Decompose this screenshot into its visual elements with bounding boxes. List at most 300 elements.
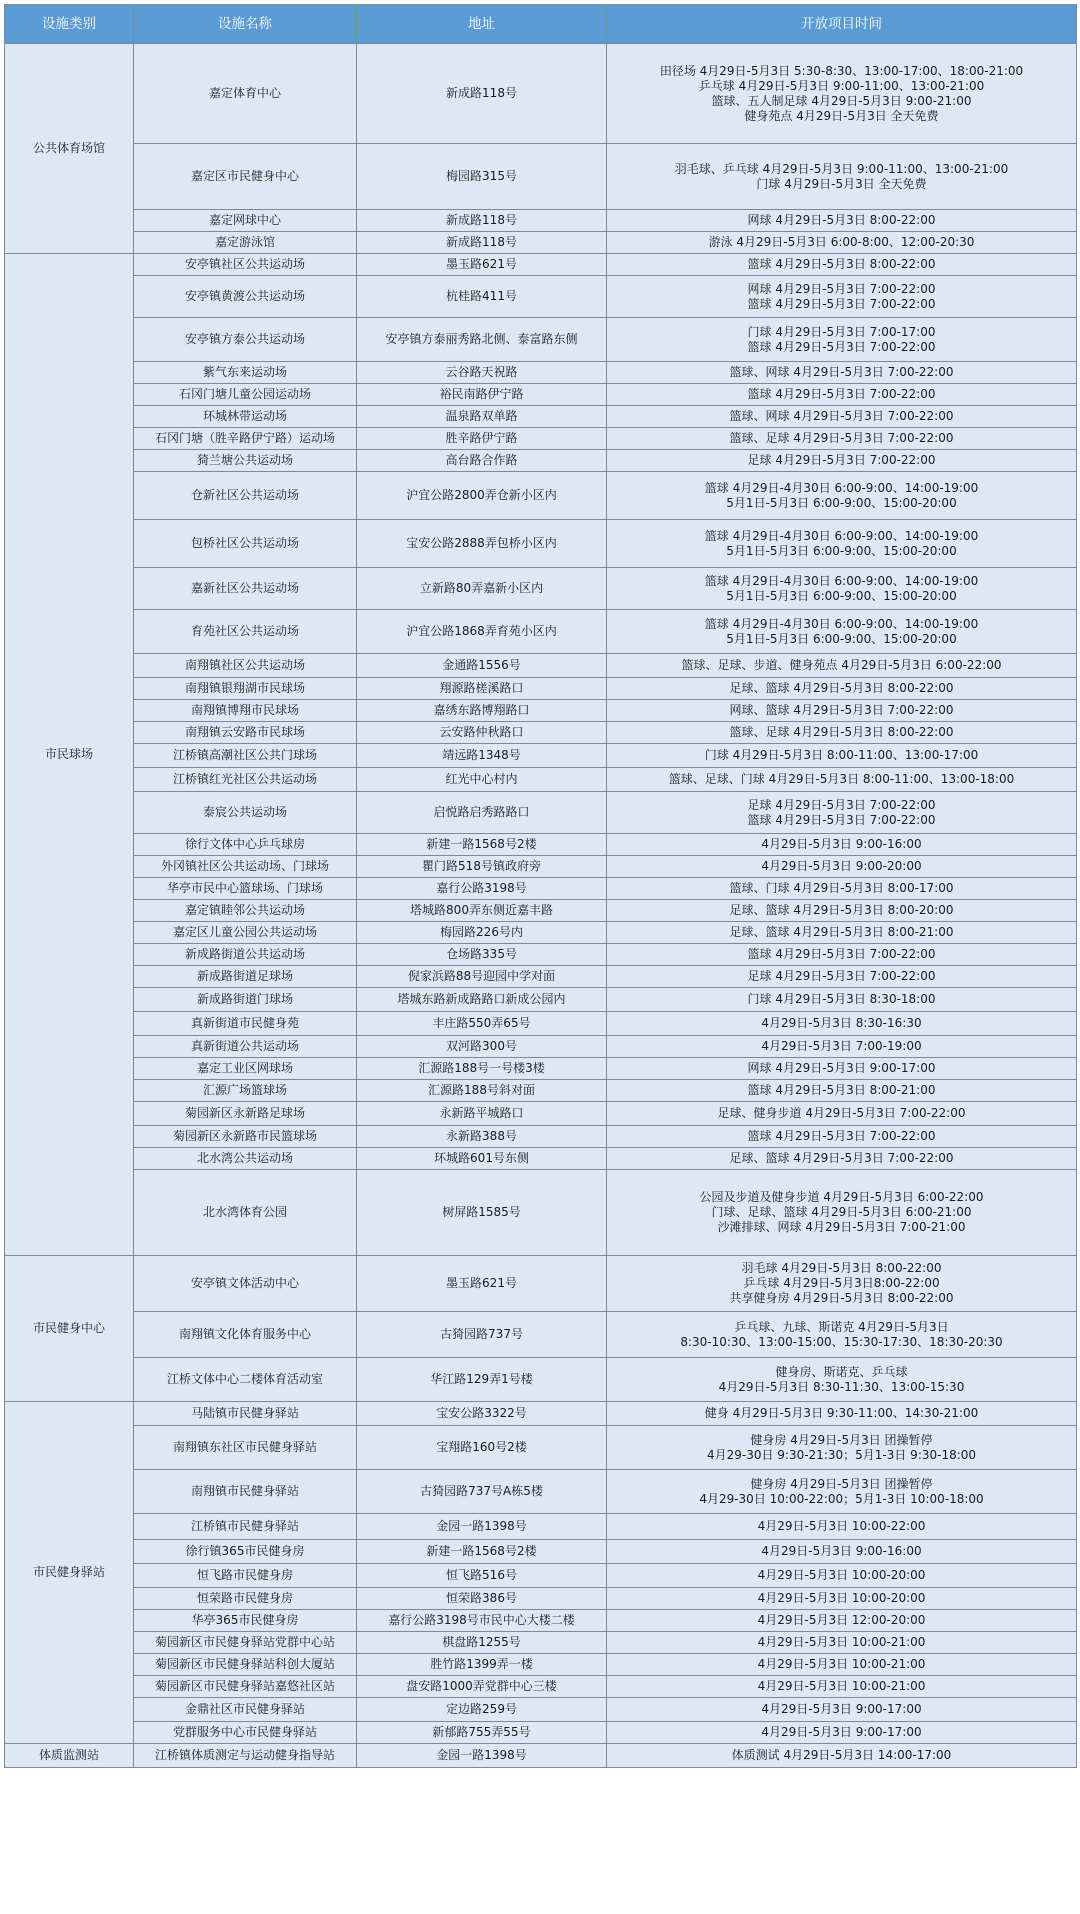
facility-name-cell: 徐行文体中心乒乓球房 [134,834,357,856]
table-row [5,1540,1077,1564]
open-times-cell [607,1744,1077,1768]
address-cell: 汇源路188号一号楼3楼 [357,1058,607,1080]
open-time-line: 网球 4月29日-5月3日 7:00-22:00 [747,281,936,296]
open-times-cell [607,834,1077,856]
open-times-cell [607,610,1077,654]
table-row [5,1080,1077,1102]
address-cell: 裕民南路伊宁路 [357,384,607,406]
address-cell: 红光中心村内 [357,768,607,792]
table-row [5,700,1077,722]
address-cell: 杭桂路411号 [357,276,607,318]
address-cell: 启悦路启秀路路口 [357,792,607,834]
open-time-line: 篮球、足球 4月29日-5月3日 8:00-22:00 [729,725,954,739]
table-row [5,1722,1077,1744]
table-row [5,1170,1077,1256]
address-cell: 丰庄路550弄65号 [357,1012,607,1036]
address-cell: 定边路259号 [357,1698,607,1722]
open-time-line: 足球 4月29日-5月3日 7:00-22:00 [747,797,936,812]
open-time-line: 4月29日-5月3日 10:00-21:00 [757,1657,926,1671]
address-cell: 沪宜公路1868弄育苑小区内 [357,610,607,654]
open-time-line: 篮球 4月29日-4月30日 6:00-9:00、14:00-19:00 [704,573,979,588]
table-row [5,1358,1077,1402]
table-row [5,1470,1077,1514]
open-time-line: 4月29日-5月3日 10:00-21:00 [757,1635,926,1649]
open-times-cell [607,1058,1077,1080]
facility-name-cell: 安亭镇文体活动中心 [134,1256,357,1312]
table-row [5,1588,1077,1610]
facility-name-cell: 南翔镇市民健身驿站 [134,1470,357,1514]
open-time-line: 乒乓球、九球、斯诺克 4月29日-5月3日 [734,1319,949,1334]
open-time-line: 4月29日-5月3日 9:00-16:00 [761,837,922,851]
open-time-line: 篮球 4月29日-5月3日 7:00-22:00 [747,812,936,827]
facility-name-cell: 安亭镇社区公共运动场 [134,254,357,276]
open-times-cell [607,210,1077,232]
table-row [5,944,1077,966]
header-times: 开放项目时间 [607,5,1077,44]
facility-name-cell: 嘉定游泳馆 [134,232,357,254]
address-cell: 古猗园路737号 [357,1312,607,1358]
open-time-line: 篮球 4月29日-5月3日 7:00-22:00 [747,339,936,354]
open-time-line: 5月1日-5月3日 6:00-9:00、15:00-20:00 [726,588,957,603]
facility-name-cell: 石冈门塘（胜辛路伊宁路）运动场 [134,428,357,450]
facility-name-cell: 菊园新区永新路市民篮球场 [134,1126,357,1148]
table-row [5,792,1077,834]
address-cell: 塔城路800弄东侧近嘉丰路 [357,900,607,922]
open-times-cell [607,1676,1077,1698]
facility-name-cell: 江桥镇体质测定与运动健身指导站 [134,1744,357,1768]
table-row [5,878,1077,900]
address-cell: 金园一路1398号 [357,1514,607,1540]
facility-name-cell: 南翔镇银翔湖市民球场 [134,678,357,700]
open-time-line: 篮球、网球 4月29日-5月3日 7:00-22:00 [729,365,954,379]
open-time-line: 门球、足球、篮球 4月29日-5月3日 6:00-21:00 [711,1205,972,1219]
facility-name-cell: 汇源广场篮球场 [134,1080,357,1102]
open-times-cell [607,428,1077,450]
table-row [5,406,1077,428]
address-cell: 宝安公路2888弄包桥小区内 [357,520,607,568]
open-time-line: 足球、篮球 4月29日-5月3日 8:00-22:00 [729,681,954,695]
facility-name-cell: 嘉定区市民健身中心 [134,144,357,210]
facility-name-cell: 育苑社区公共运动场 [134,610,357,654]
facility-name-cell: 马陆镇市民健身驿站 [134,1402,357,1426]
table-row [5,384,1077,406]
facility-name-cell: 环城林带运动场 [134,406,357,428]
open-time-line: 8:30-10:30、13:00-15:00、15:30-17:30、18:30-20:30 [680,1334,1003,1349]
table-row [5,428,1077,450]
category-cell: 市民健身驿站 [5,1402,134,1744]
facility-name-cell: 新成路街道公共运动场 [134,944,357,966]
facility-name-cell: 南翔镇文化体育服务中心 [134,1312,357,1358]
facility-name-cell: 江桥文体中心二楼体育活动室 [134,1358,357,1402]
open-times-cell [607,856,1077,878]
address-cell: 仓场路335号 [357,944,607,966]
table-row [5,1012,1077,1036]
open-time-line: 健身苑点 4月29日-5月3日 全天免费 [744,108,939,123]
open-time-line: 足球、篮球 4月29日-5月3日 8:00-21:00 [729,925,954,939]
address-cell: 新成路118号 [357,210,607,232]
address-cell: 高台路合作路 [357,450,607,472]
table-row [5,900,1077,922]
open-time-line: 4月29日-5月3日 8:30-16:30 [761,1016,922,1030]
category-cell: 市民健身中心 [5,1256,134,1402]
table-row [5,1402,1077,1426]
open-times-cell [607,1126,1077,1148]
address-cell: 云安路仲秋路口 [357,722,607,744]
address-cell: 墨玉路621号 [357,254,607,276]
open-time-line: 篮球 4月29日-5月3日 8:00-22:00 [747,257,936,271]
table-row [5,472,1077,520]
open-times-cell [607,472,1077,520]
facility-name-cell: 金鼎社区市民健身驿站 [134,1698,357,1722]
open-times-cell [607,406,1077,428]
table-row [5,1312,1077,1358]
facility-name-cell: 真新街道市民健身苑 [134,1012,357,1036]
address-cell: 树屏路1585号 [357,1170,607,1256]
facility-table-container [4,4,1076,1768]
facility-name-cell: 徐行镇365市民健身房 [134,1540,357,1564]
open-times-cell [607,44,1077,144]
open-time-line: 沙滩排球、网球 4月29日-5月3日 7:00-21:00 [717,1220,966,1234]
address-cell: 古猗园路737号A栋5楼 [357,1470,607,1514]
open-time-line: 健身房 4月29日-5月3日 团操暂停 [750,1476,933,1491]
table-row [5,144,1077,210]
open-times-cell [607,318,1077,362]
open-time-line: 足球、篮球 4月29日-5月3日 8:00-20:00 [729,903,954,917]
address-cell: 嘉行公路3198号 [357,878,607,900]
open-times-cell [607,568,1077,610]
facility-name-cell: 南翔镇云安路市民球场 [134,722,357,744]
facility-name-cell: 石冈门塘儿童公园运动场 [134,384,357,406]
address-cell: 宝翔路160号2楼 [357,1426,607,1470]
address-cell: 盘安路1000弄党群中心三楼 [357,1676,607,1698]
open-times-cell [607,276,1077,318]
address-cell: 汇源路188号斜对面 [357,1080,607,1102]
open-times-cell [607,700,1077,722]
open-times-cell [607,1540,1077,1564]
facility-name-cell: 党群服务中心市民健身驿站 [134,1722,357,1744]
table-row [5,276,1077,318]
address-cell: 塔城东路新成路路口新成公园内 [357,988,607,1012]
table-row [5,678,1077,700]
table-row [5,922,1077,944]
open-times-cell [607,450,1077,472]
category-cell: 市民球场 [5,254,134,1256]
open-time-line: 乒乓球 4月29日-5月3日 9:00-11:00、13:00-21:00 [698,78,985,93]
open-time-line: 健身房、斯诺克、乒乓球 [775,1364,908,1379]
open-times-cell [607,1722,1077,1744]
table-row [5,1698,1077,1722]
header-category: 设施类别 [5,5,134,44]
address-cell: 恒荣路386号 [357,1588,607,1610]
facility-name-cell: 江桥镇市民健身驿站 [134,1514,357,1540]
facility-name-cell: 菊园新区市民健身驿站党群中心站 [134,1632,357,1654]
table-row [5,1126,1077,1148]
address-cell: 新成路118号 [357,232,607,254]
open-times-cell [607,1610,1077,1632]
open-time-line: 5月1日-5月3日 6:00-9:00、15:00-20:00 [726,543,957,558]
open-time-line: 篮球、足球、步道、健身苑点 4月29日-5月3日 6:00-22:00 [681,658,1002,672]
table-row [5,1102,1077,1126]
facility-name-cell: 江桥镇红光社区公共运动场 [134,768,357,792]
category-cell: 体质监测站 [5,1744,134,1768]
facility-name-cell: 安亭镇方泰公共运动场 [134,318,357,362]
table-row [5,610,1077,654]
facility-name-cell: 江桥镇高潮社区公共门球场 [134,744,357,768]
table-row [5,1514,1077,1540]
table-row [5,744,1077,768]
open-time-line: 网球 4月29日-5月3日 9:00-17:00 [747,1061,936,1075]
facility-name-cell: 南翔镇东社区市民健身驿站 [134,1426,357,1470]
open-times-cell [607,988,1077,1012]
facility-name-cell: 嘉定网球中心 [134,210,357,232]
facility-name-cell: 恒荣路市民健身房 [134,1588,357,1610]
address-cell: 胜竹路1399弄一楼 [357,1654,607,1676]
category-cell: 公共体育场馆 [5,44,134,254]
open-time-line: 足球 4月29日-5月3日 7:00-22:00 [747,969,936,983]
table-row [5,1426,1077,1470]
table-row [5,1058,1077,1080]
open-time-line: 游泳 4月29日-5月3日 6:00-8:00、12:00-20:30 [708,235,975,249]
table-row [5,856,1077,878]
facility-name-cell: 菊园新区永新路足球场 [134,1102,357,1126]
table-row [5,1610,1077,1632]
address-cell: 华江路129弄1号楼 [357,1358,607,1402]
open-time-line: 足球、健身步道 4月29日-5月3日 7:00-22:00 [717,1106,966,1120]
address-cell: 棋盘路1255号 [357,1632,607,1654]
open-time-line: 4月29日-5月3日 9:00-17:00 [761,1702,922,1716]
facility-name-cell: 嘉新社区公共运动场 [134,568,357,610]
open-time-line: 篮球 4月29日-5月3日 7:00-22:00 [747,1129,936,1143]
table-row [5,318,1077,362]
address-cell: 新成路118号 [357,44,607,144]
open-time-line: 乒乓球 4月29日-5月3日8:00-22:00 [743,1276,940,1290]
open-time-line: 健身 4月29日-5月3日 9:30-11:00、14:30-21:00 [704,1406,979,1420]
open-times-cell [607,1256,1077,1312]
address-cell: 金园一路1398号 [357,1744,607,1768]
address-cell: 宝安公路3322号 [357,1402,607,1426]
open-times-cell [607,768,1077,792]
open-times-cell [607,966,1077,988]
table-row [5,232,1077,254]
open-time-line: 4月29-30日 9:30-21:30；5月1-3日 9:30-18:00 [706,1447,977,1462]
open-times-cell [607,1170,1077,1256]
facility-name-cell: 菊园新区市民健身驿站科创大厦站 [134,1654,357,1676]
table-row [5,568,1077,610]
address-cell: 嘉行公路3198号市民中心大楼二楼 [357,1610,607,1632]
open-time-line: 篮球 4月29日-5月3日 7:00-22:00 [747,387,936,401]
table-row [5,450,1077,472]
open-time-line: 共享健身房 4月29日-5月3日 8:00-22:00 [729,1291,954,1305]
open-time-line: 篮球、五人制足球 4月29日-5月3日 9:00-21:00 [711,93,972,108]
open-time-line: 4月29日-5月3日 9:00-20:00 [761,859,922,873]
table-row [5,44,1077,144]
open-time-line: 体质测试 4月29日-5月3日 14:00-17:00 [731,1748,952,1762]
address-cell: 立新路80弄嘉新小区内 [357,568,607,610]
address-cell: 靖远路1348号 [357,744,607,768]
open-time-line: 4月29日-5月3日 9:00-16:00 [761,1544,922,1558]
open-time-line: 5月1日-5月3日 6:00-9:00、15:00-20:00 [726,495,957,510]
open-time-line: 篮球、网球 4月29日-5月3日 7:00-22:00 [729,409,954,423]
open-time-line: 羽毛球 4月29日-5月3日 8:00-22:00 [741,1261,942,1275]
open-times-cell [607,1312,1077,1358]
table-row [5,1256,1077,1312]
table-row [5,1744,1077,1768]
facility-name-cell: 北水湾公共运动场 [134,1148,357,1170]
facility-name-cell: 华亭365市民健身房 [134,1610,357,1632]
open-time-line: 网球、篮球 4月29日-5月3日 7:00-22:00 [729,703,954,717]
address-cell: 恒飞路516号 [357,1564,607,1588]
open-times-cell [607,900,1077,922]
facility-name-cell: 安亭镇黄渡公共运动场 [134,276,357,318]
open-times-cell [607,362,1077,384]
table-row [5,1564,1077,1588]
open-time-line: 篮球、足球 4月29日-5月3日 7:00-22:00 [729,431,954,445]
facility-table [4,4,1077,1768]
open-time-line: 4月29-30日 10:00-22:00；5月1-3日 10:00-18:00 [699,1491,984,1506]
open-time-line: 4月29日-5月3日 10:00-20:00 [757,1591,926,1605]
address-cell: 永新路平城路口 [357,1102,607,1126]
address-cell: 翔源路槎溪路口 [357,678,607,700]
facility-name-cell: 真新街道公共运动场 [134,1036,357,1058]
table-row [5,1654,1077,1676]
table-row [5,1148,1077,1170]
facility-name-cell: 外冈镇社区公共运动场、门球场 [134,856,357,878]
open-time-line: 门球 4月29日-5月3日 全天免费 [756,176,927,191]
address-cell: 云谷路天祝路 [357,362,607,384]
table-body [5,44,1077,1768]
open-time-line: 5月1日-5月3日 6:00-9:00、15:00-20:00 [726,631,957,646]
open-time-line: 4月29日-5月3日 8:30-11:30、13:00-15:30 [718,1379,965,1394]
open-time-line: 篮球 4月29日-5月3日 8:00-21:00 [747,1083,936,1097]
open-times-cell [607,678,1077,700]
open-times-cell [607,1654,1077,1676]
open-times-cell [607,1358,1077,1402]
open-times-cell [607,744,1077,768]
address-cell: 墨玉路621号 [357,1256,607,1312]
open-time-line: 篮球、足球、门球 4月29日-5月3日 8:00-11:00、13:00-18:00 [668,772,1015,786]
open-time-line: 4月29日-5月3日 12:00-20:00 [757,1613,926,1627]
open-time-line: 4月29日-5月3日 10:00-22:00 [757,1519,926,1533]
facility-name-cell: 嘉定工业区网球场 [134,1058,357,1080]
open-time-line: 篮球 4月29日-5月3日 7:00-22:00 [747,947,936,961]
table-row [5,1632,1077,1654]
open-times-cell [607,254,1077,276]
open-times-cell [607,944,1077,966]
open-time-line: 田径场 4月29日-5月3日 5:30-8:30、13:00-17:00、18:00-21:00 [659,63,1024,78]
address-cell: 胜辛路伊宁路 [357,428,607,450]
facility-name-cell: 恒飞路市民健身房 [134,1564,357,1588]
address-cell: 环城路601号东侧 [357,1148,607,1170]
address-cell: 沪宜公路2800弄仓新小区内 [357,472,607,520]
table-row [5,520,1077,568]
open-times-cell [607,1012,1077,1036]
open-times-cell [607,922,1077,944]
table-row [5,988,1077,1012]
facility-name-cell: 猗兰塘公共运动场 [134,450,357,472]
open-times-cell [607,1402,1077,1426]
open-times-cell [607,384,1077,406]
table-row [5,768,1077,792]
table-row [5,966,1077,988]
table-row [5,210,1077,232]
open-times-cell [607,792,1077,834]
open-times-cell [607,1148,1077,1170]
address-cell: 双河路300号 [357,1036,607,1058]
address-cell: 安亭镇方泰丽秀路北侧、泰富路东侧 [357,318,607,362]
header-name: 设施名称 [134,5,357,44]
facility-name-cell: 菊园新区市民健身驿站嘉悠社区站 [134,1676,357,1698]
open-times-cell [607,1588,1077,1610]
table-row [5,654,1077,678]
table-row [5,1676,1077,1698]
open-time-line: 篮球、门球 4月29日-5月3日 8:00-17:00 [729,881,954,895]
facility-name-cell: 嘉定体育中心 [134,44,357,144]
facility-name-cell: 南翔镇博翔市民球场 [134,700,357,722]
open-times-cell [607,144,1077,210]
address-cell: 温泉路双单路 [357,406,607,428]
open-times-cell [607,1080,1077,1102]
header-row [5,5,1077,44]
open-time-line: 篮球 4月29日-4月30日 6:00-9:00、14:00-19:00 [704,480,979,495]
open-time-line: 门球 4月29日-5月3日 8:30-18:00 [747,992,936,1006]
open-time-line: 篮球 4月29日-5月3日 7:00-22:00 [747,296,936,311]
open-time-line: 足球、篮球 4月29日-5月3日 7:00-22:00 [729,1151,954,1165]
address-cell: 瞿门路518号镇政府旁 [357,856,607,878]
open-time-line: 4月29日-5月3日 7:00-19:00 [761,1039,922,1053]
open-time-line: 网球 4月29日-5月3日 8:00-22:00 [747,213,936,227]
open-times-cell [607,654,1077,678]
facility-name-cell: 仓新社区公共运动场 [134,472,357,520]
address-cell: 梅园路226号内 [357,922,607,944]
facility-name-cell: 嘉定区儿童公园公共运动场 [134,922,357,944]
address-cell: 新建一路1568号2楼 [357,1540,607,1564]
table-row [5,254,1077,276]
open-times-cell [607,520,1077,568]
open-times-cell [607,1564,1077,1588]
open-times-cell [607,1698,1077,1722]
facility-name-cell: 紫气东来运动场 [134,362,357,384]
facility-name-cell: 泰宸公共运动场 [134,792,357,834]
open-times-cell [607,1426,1077,1470]
facility-name-cell: 嘉定镇睦邻公共运动场 [134,900,357,922]
open-time-line: 门球 4月29日-5月3日 8:00-11:00、13:00-17:00 [704,748,979,762]
address-cell: 嘉绣东路博翔路口 [357,700,607,722]
open-time-line: 篮球 4月29日-4月30日 6:00-9:00、14:00-19:00 [704,528,979,543]
open-times-cell [607,878,1077,900]
open-times-cell [607,1470,1077,1514]
facility-name-cell: 华亭市民中心篮球场、门球场 [134,878,357,900]
table-row [5,834,1077,856]
facility-name-cell: 新成路街道门球场 [134,988,357,1012]
open-time-line: 健身房 4月29日-5月3日 团操暂停 [750,1432,933,1447]
open-times-cell [607,1632,1077,1654]
open-time-line: 4月29日-5月3日 10:00-20:00 [757,1568,926,1582]
address-cell: 金通路1556号 [357,654,607,678]
open-time-line: 羽毛球、乒乓球 4月29日-5月3日 9:00-11:00、13:00-21:00 [674,161,1009,176]
address-cell: 永新路388号 [357,1126,607,1148]
open-times-cell [607,1514,1077,1540]
table-header [5,5,1077,44]
open-time-line: 4月29日-5月3日 10:00-21:00 [757,1679,926,1693]
header-address: 地址 [357,5,607,44]
table-row [5,362,1077,384]
address-cell: 倪家浜路88号迎园中学对面 [357,966,607,988]
open-times-cell [607,1102,1077,1126]
table-row [5,722,1077,744]
address-cell: 梅园路315号 [357,144,607,210]
table-row [5,1036,1077,1058]
open-time-line: 篮球 4月29日-4月30日 6:00-9:00、14:00-19:00 [704,616,979,631]
